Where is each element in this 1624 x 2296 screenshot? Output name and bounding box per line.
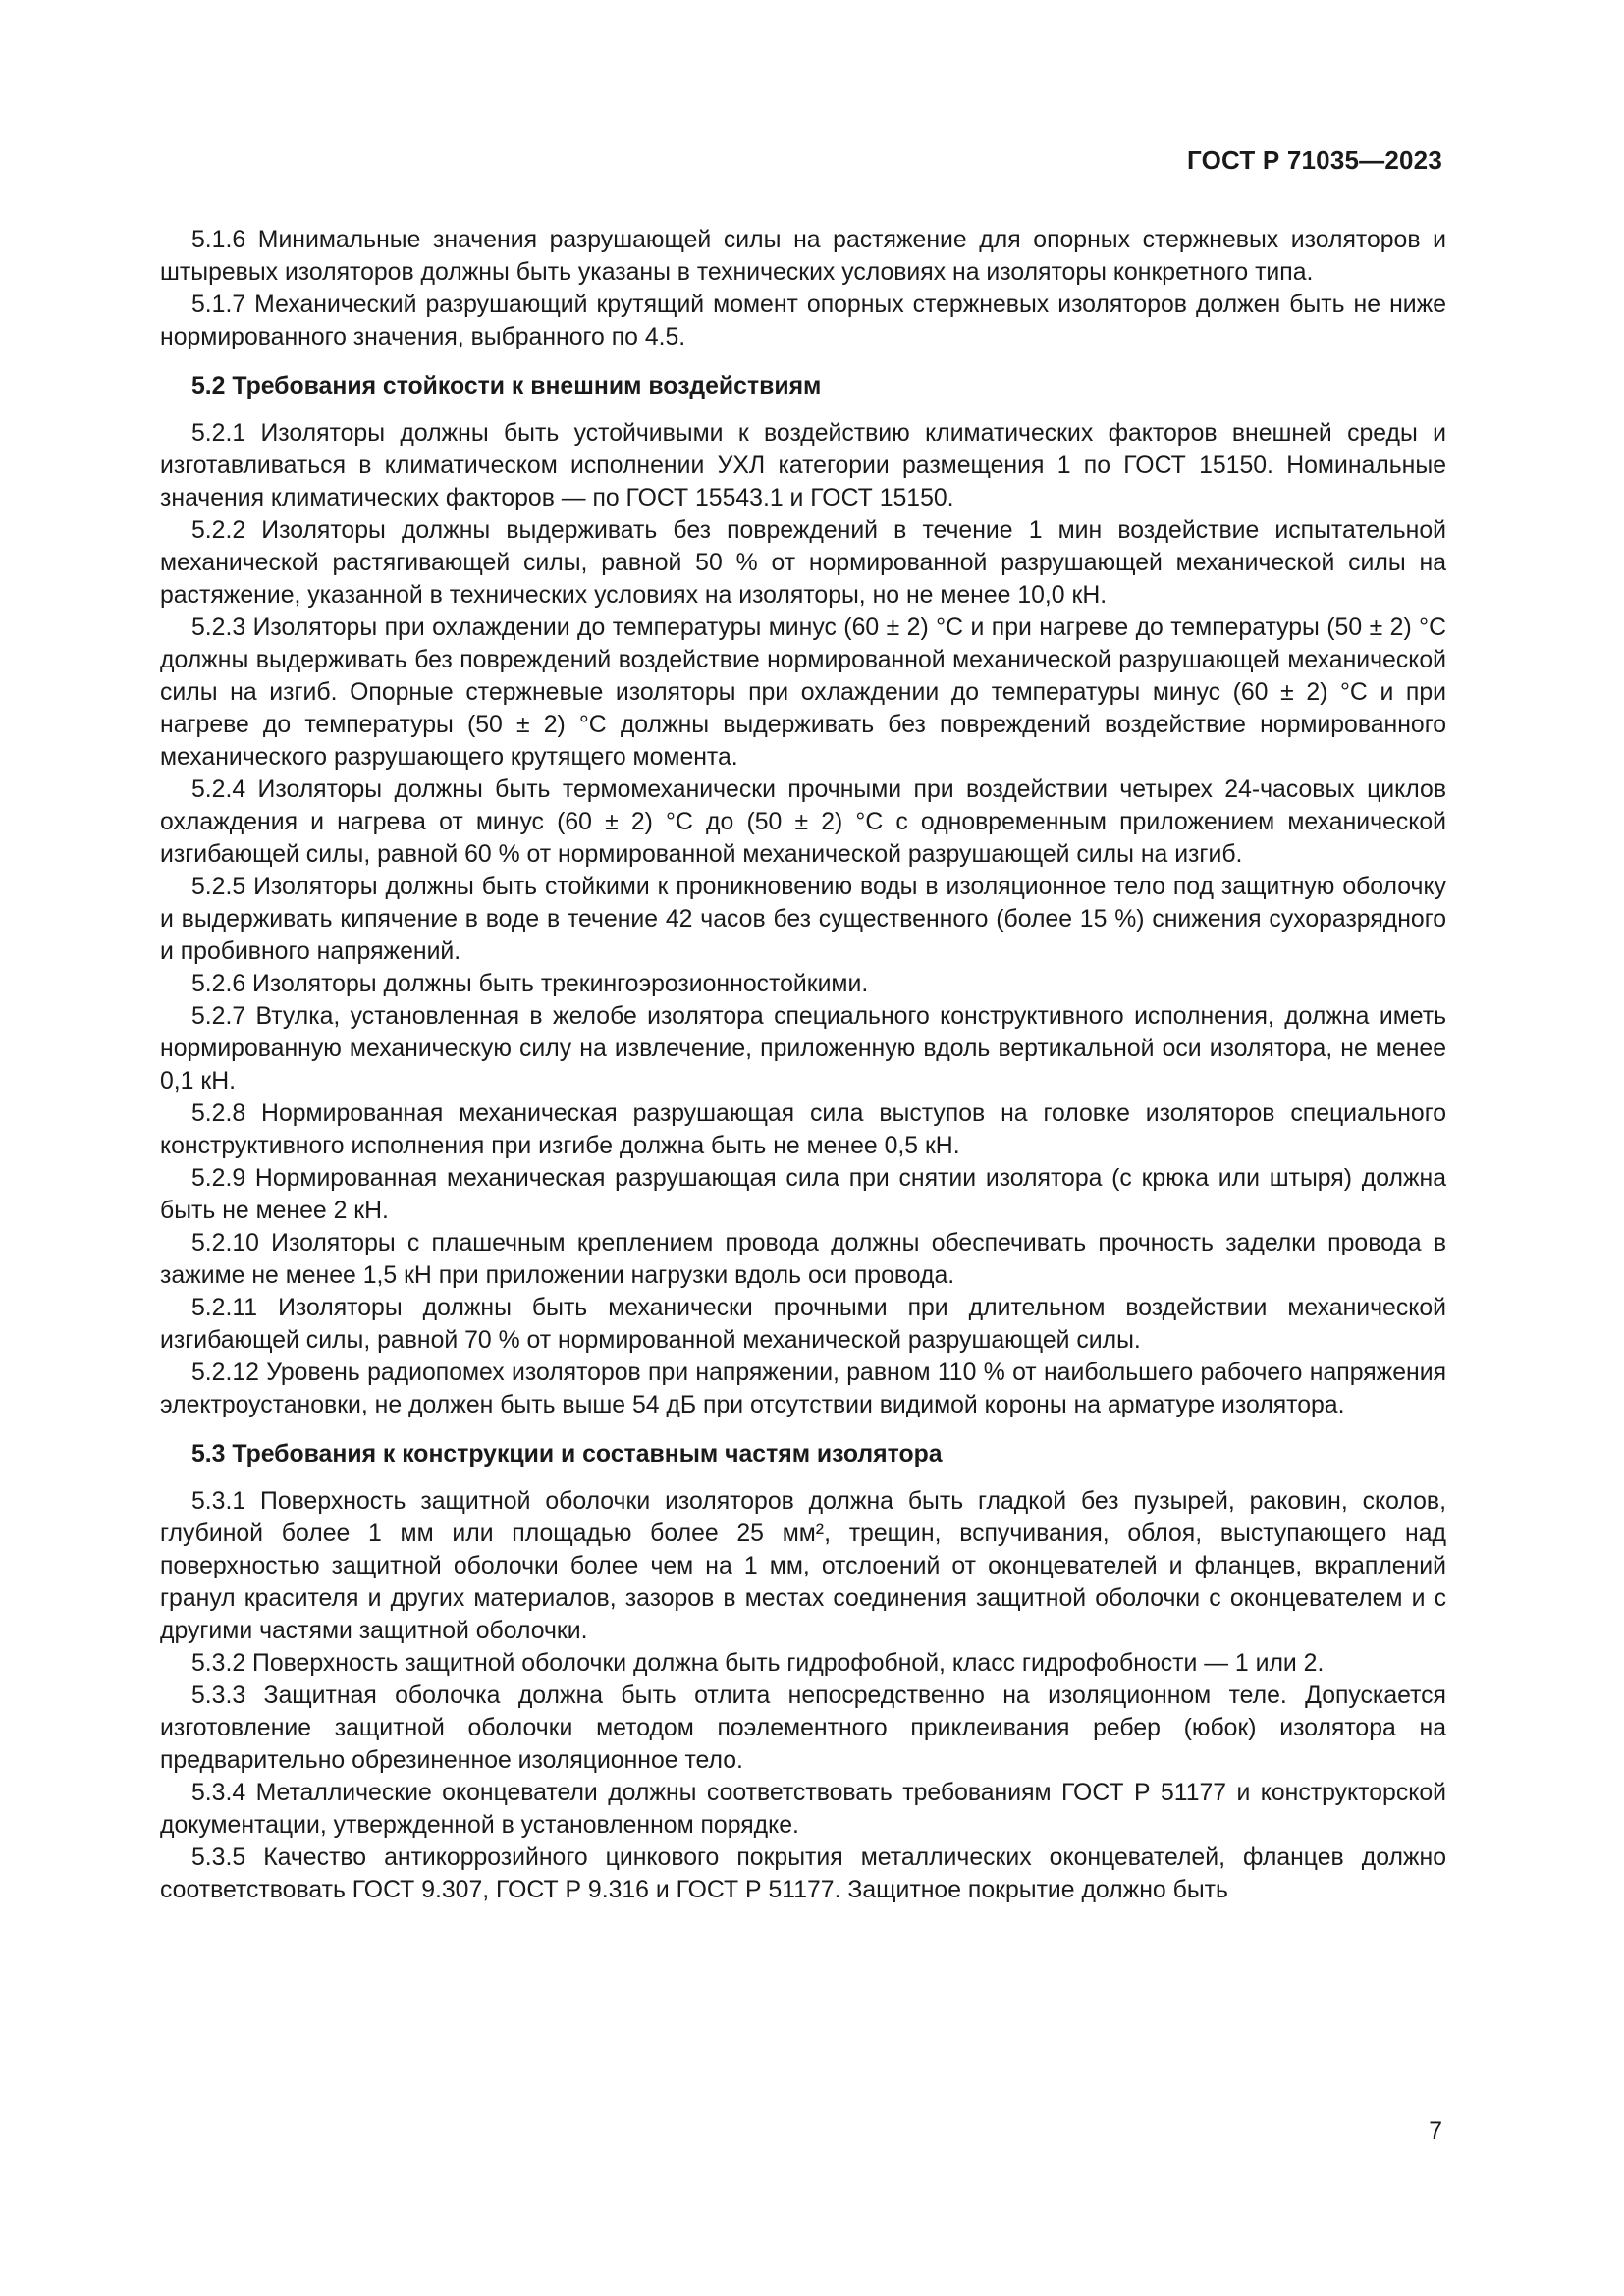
- paragraph: 5.2.10 Изоляторы с плашечным креплением провода должны обеспечивать прочность заделки провода в зажиме не менее 1,5 кН при приложении нагрузки вдоль оси провода.: [160, 1230, 1446, 1289]
- paragraph: 5.2.8 Нормированная механическая разрушающая сила выступов на головке изоляторов специального конструктивного исполнения при изгибе должна быть не менее 0,5 кН.: [160, 1100, 1446, 1159]
- paragraph: 5.2.4 Изоляторы должны быть термомеханически прочными при воздействии четырех 24-часовых циклов охлаждения и нагрева от минус (60 ± 2) °С до (50 ± 2) °С с одновременным приложением механической изгибающей силы, равной 60 % от нормированной механической разрушающей силы на изгиб.: [160, 776, 1446, 868]
- paragraph: 5.2.7 Втулка, установленная в желобе изолятора специального конструктивного исполнения, должна иметь нормированную механическую силу на извлечение, приложенную вдоль вертикальной оси изолятора, не менее 0,1 кН.: [160, 1003, 1446, 1095]
- section-heading: 5.3 Требования к конструкции и составным частям изолятора: [191, 1441, 943, 1468]
- paragraph: 5.3.4 Металлические оконцеватели должны соответствовать требованиям ГОСТ Р 51177 и конструкторской документации, утвержденной в установленном порядке.: [160, 1780, 1446, 1839]
- paragraph: 5.3.5 Качество антикоррозийного цинкового покрытия металлических оконцевателей, фланцев должно соответствовать ГОСТ 9.307, ГОСТ Р 9.316 и ГОСТ Р 51177. Защитное покрытие должно быть: [160, 1844, 1446, 1903]
- paragraph: 5.1.6 Минимальные значения разрушающей силы на растяжение для опорных стержневых изоляторов и штыревых изоляторов должны быть указаны в технических условиях на изоляторы конкретного типа.: [160, 227, 1446, 286]
- document-body: [160, 224, 1446, 1906]
- paragraph: 5.1.7 Механический разрушающий крутящий момент опорных стержневых изоляторов должен быть не ниже нормированного значения, выбранного по 4.5.: [160, 292, 1446, 350]
- paragraph: 5.2.1 Изоляторы должны быть устойчивыми к воздействию климатических факторов внешней среды и изготавливаться в климатическом исполнении УХЛ категории размещения 1 по ГОСТ 15150. Номинальные значения климатических факторов — по ГОСТ 15543.1 и ГОСТ 15150.: [160, 420, 1446, 511]
- paragraph: 5.3.1 Поверхность защитной оболочки изоляторов должна быть гладкой без пузырей, раковин, сколов, глубиной более 1 мм или площадью более 25 мм², трещин, вспучивания, облоя, выступающего над поверхностью защитной оболочки более чем на 1 мм, отслоений от оконцевателей и фланцев, вкраплений гранул красителя и других материалов, зазоров в местах соединения защитной оболочки с оконцевателем и с другими частями защитной оболочки.: [160, 1488, 1446, 1644]
- paragraph: 5.2.5 Изоляторы должны быть стойкими к проникновению воды в изоляционное тело под защитную оболочку и выдерживать кипячение в воде в течение 42 часов без существенного (более 15 %) снижения сухоразрядного и пробивного напряжений.: [160, 874, 1446, 965]
- paragraph: 5.2.6 Изоляторы должны быть трекингоэрозионностойкими.: [191, 971, 869, 997]
- paragraph: 5.3.2 Поверхность защитной оболочки должна быть гидрофобной, класс гидрофобности — 1 или 2.: [191, 1650, 1325, 1677]
- paragraph: 5.2.12 Уровень радиопомех изоляторов при напряжении, равном 110 % от наибольшего рабочего напряжения электроустановки, не должен быть выше 54 дБ при отсутствии видимой короны на арматуре изолятора.: [160, 1360, 1446, 1418]
- paragraph: 5.2.3 Изоляторы при охлаждении до температуры минус (60 ± 2) °С и при нагреве до температуры (50 ± 2) °С должны выдерживать без повреждений воздействие нормированной механической разрушающей механической силы на изгиб. Опорные стержневые изоляторы при охлаждении до температуры минус (60 ± 2) °С и при нагреве до температуры (50 ± 2) °С должны выдерживать без повреждений воздействие нормированного механического разрушающего крутящего момента.: [160, 614, 1446, 771]
- paragraph: 5.2.11 Изоляторы должны быть механически прочными при длительном воздействии механической изгибающей силы, равной 70 % от нормированной механической разрушающей силы.: [160, 1295, 1446, 1354]
- page-number: 7: [1429, 2118, 1442, 2145]
- document-header: ГОСТ Р 71035—2023: [1187, 145, 1442, 175]
- paragraph: 5.2.2 Изоляторы должны выдерживать без повреждений в течение 1 мин воздействие испытательной механической растягивающей силы, равной 50 % от нормированной разрушающей механической силы на растяжение, указанной в технических условиях на изоляторы, но не менее 10,0 кН.: [160, 517, 1446, 609]
- paragraph: 5.3.3 Защитная оболочка должна быть отлита непосредственно на изоляционном теле. Допускается изготовление защитной оболочки методом поэлементного приклеивания ребер (юбок) изолятора на предварительно обрезиненное изоляционное тело.: [160, 1682, 1446, 1774]
- section-heading: 5.2 Требования стойкости к внешним воздействиям: [191, 373, 822, 400]
- paragraph: 5.2.9 Нормированная механическая разрушающая сила при снятии изолятора (с крюка или штыря) должна быть не менее 2 кН.: [160, 1165, 1446, 1224]
